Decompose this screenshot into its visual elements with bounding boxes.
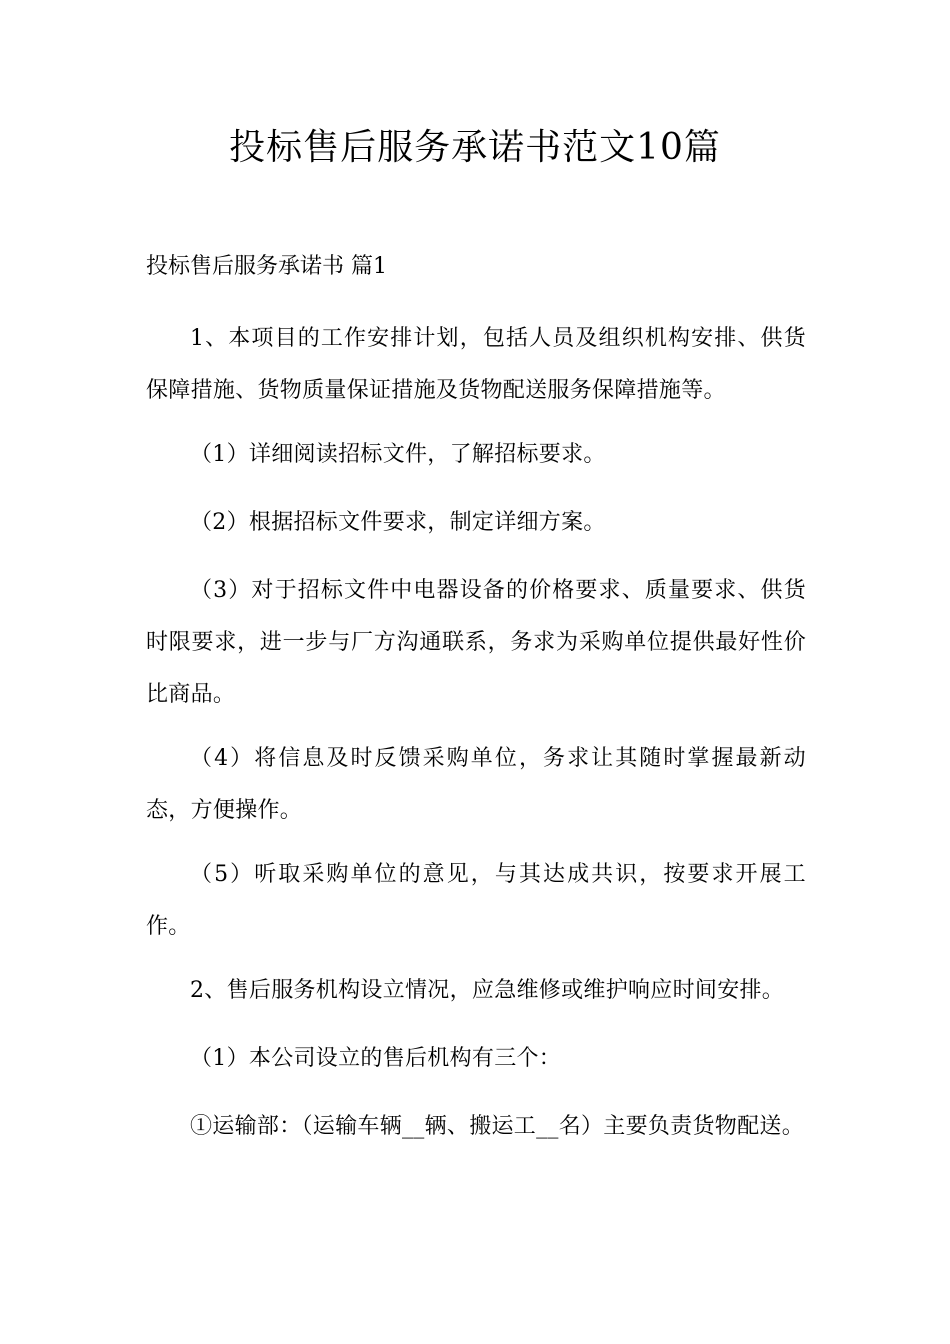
paragraph-service-organization: 2、售后服务机构设立情况，应急维修或维护响应时间安排。 <box>190 978 785 1003</box>
section-heading: 投标售后服务承诺书 篇1 <box>146 254 387 279</box>
paragraph-service-item-1: （1）本公司设立的售后机构有三个： <box>190 1046 562 1071</box>
document-title: 投标售后服务承诺书范文10篇 <box>229 127 721 168</box>
paragraph-work-plan: 1、本项目的工作安排计划，包括人员及组织机构安排、供货保障措施、货物质量保证措施及货物配送服务保障措施等。 <box>146 326 806 403</box>
paragraph-item-1: （1）详细阅读招标文件，了解招标要求。 <box>190 442 606 467</box>
paragraph-item-3: （3）对于招标文件中电器设备的价格要求、质量要求、供货时限要求，进一步与厂方沟通联系，务求为采购单位提供最好性价比商品。 <box>146 578 806 707</box>
paragraph-transport-dept: ①运输部：（运输车辆__辆、搬运工__名）主要负责货物配送。 <box>190 1114 805 1139</box>
paragraph-item-2: （2）根据招标文件要求，制定详细方案。 <box>190 510 606 535</box>
paragraph-item-4: （4）将信息及时反馈采购单位，务求让其随时掌握最新动态，方便操作。 <box>146 746 806 823</box>
paragraph-item-5: （5）听取采购单位的意见，与其达成共识，按要求开展工作。 <box>146 862 806 939</box>
